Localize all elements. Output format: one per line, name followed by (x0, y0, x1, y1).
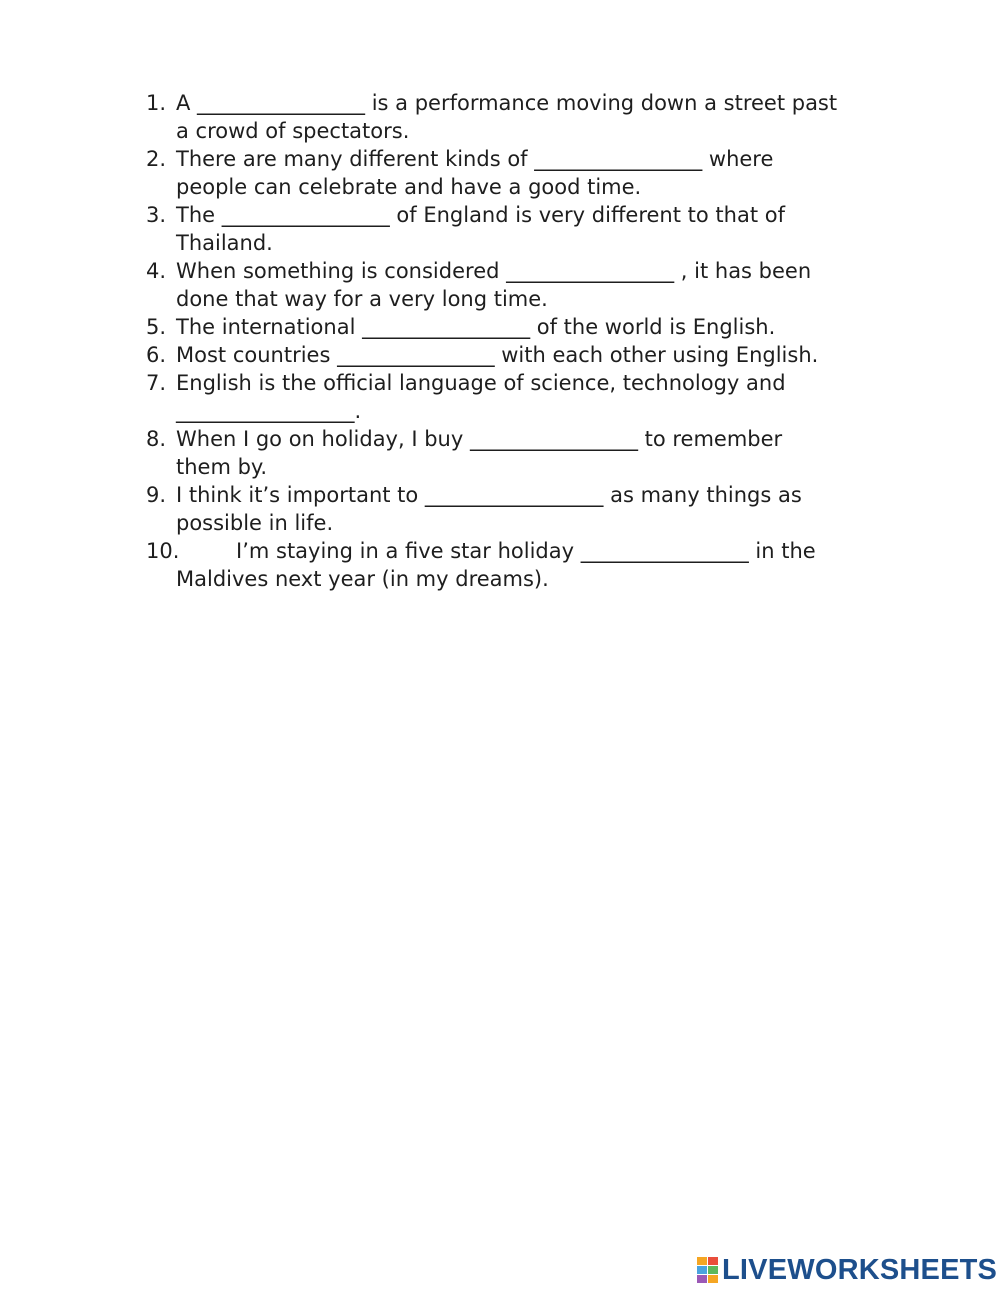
question-3-line-2: Thailand. (176, 231, 273, 255)
question-4-line-2: done that way for a very long time. (176, 287, 548, 311)
question-9-line-2: possible in life. (176, 511, 334, 535)
question-number: 9. (146, 483, 167, 507)
question-10-line-1: I’m staying in a five star holiday ________________ in the (236, 539, 816, 563)
question-8-line-2: them by. (176, 455, 268, 479)
question-number: 1. (146, 91, 167, 115)
question-1-line-1: A ________________ is a performance moving down a street past (176, 91, 838, 115)
question-number: 10. (146, 539, 180, 563)
question-2-line-1: There are many different kinds of ________________ where (176, 147, 774, 171)
question-10-line-2: Maldives next year (in my dreams). (176, 567, 549, 591)
question-7-line-1: English is the official language of science, technology and (176, 371, 786, 395)
question-number: 8. (146, 427, 167, 451)
question-8-line-1: When I go on holiday, I buy ________________ to remember (176, 427, 783, 451)
question-4-line-1: When something is considered ________________ , it has been (176, 259, 812, 283)
question-number: 5. (146, 315, 167, 339)
question-6-line-1: Most countries _______________ with each other using English. (176, 343, 819, 367)
liveworksheets-logo (697, 1253, 997, 1287)
liveworksheets-brand-text: LIVEWORKSHEETS (722, 1254, 998, 1286)
question-number: 2. (146, 147, 167, 171)
question-number: 7. (146, 371, 167, 395)
question-1-line-2: a crowd of spectators. (176, 119, 410, 143)
question-number: 3. (146, 203, 167, 227)
question-3-line-1: The ________________ of England is very different to that of (176, 203, 785, 227)
question-7-line-2: _________________. (176, 399, 362, 423)
question-2-line-2: people can celebrate and have a good time. (176, 175, 642, 199)
question-9-line-1: I think it’s important to _________________ as many things as (176, 483, 802, 507)
question-number: 6. (146, 343, 167, 367)
question-number: 4. (146, 259, 167, 283)
liveworksheets-logo-icon (697, 1257, 719, 1283)
question-5-line-1: The international ________________ of the world is English. (176, 315, 776, 339)
